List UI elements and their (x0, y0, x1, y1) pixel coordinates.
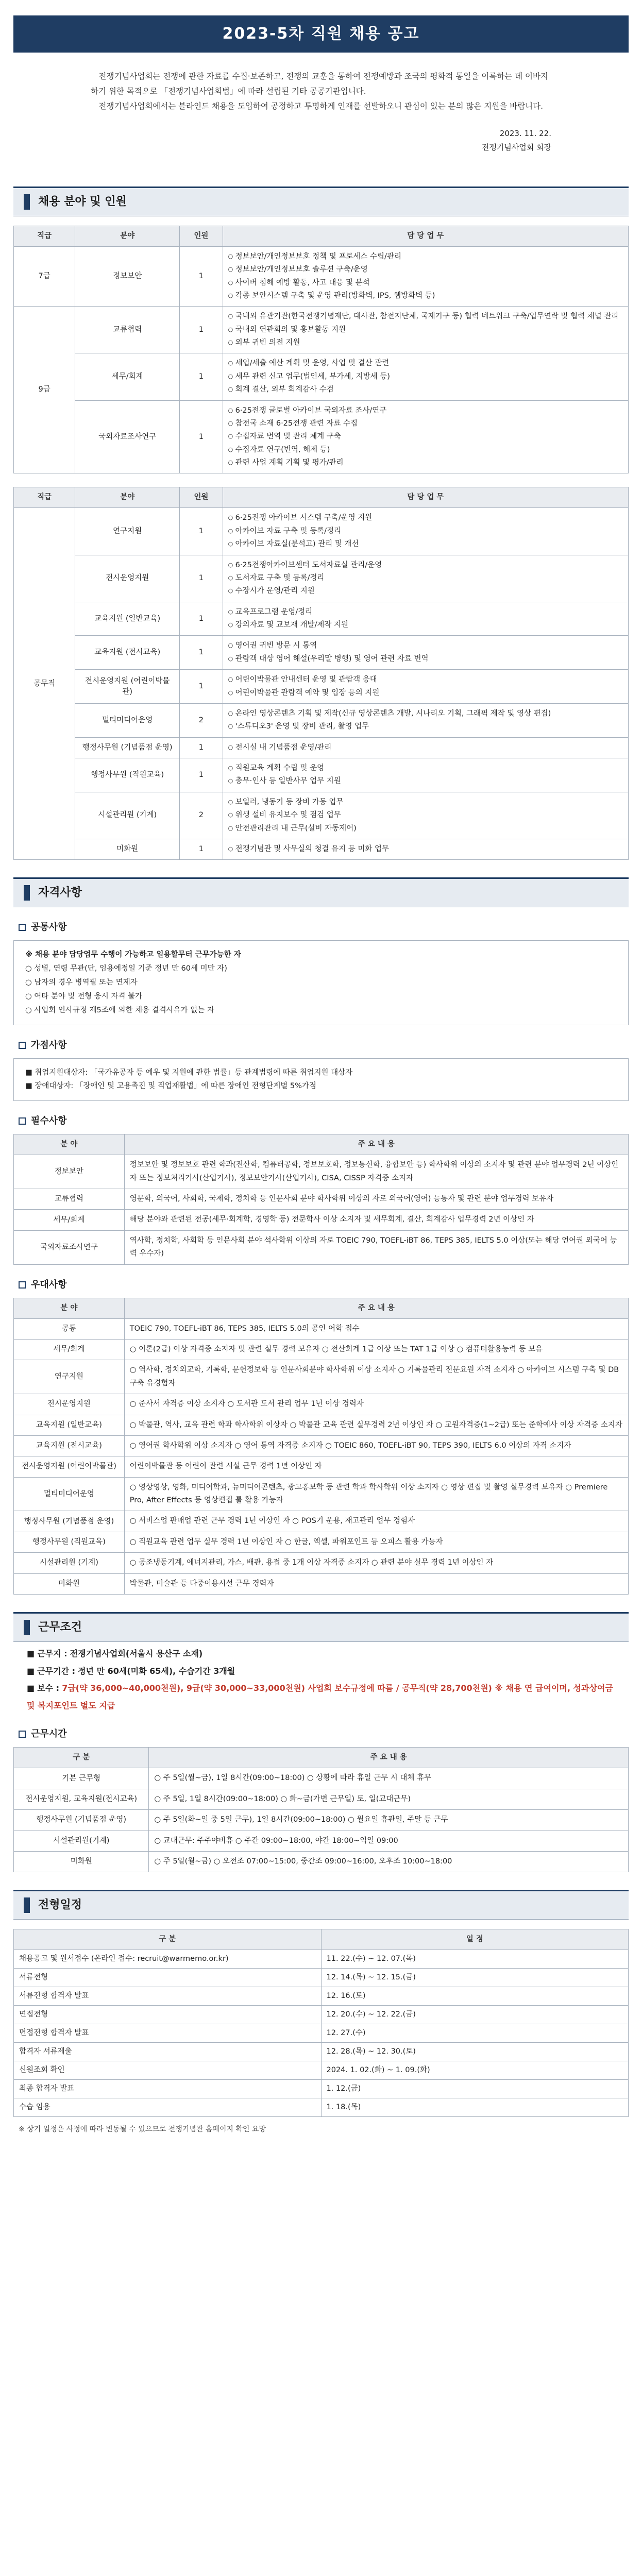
notice-line: ○ 사업회 인사규정 제5조에 의한 채용 결격사유가 없는 자 (25, 1006, 214, 1014)
duty-item: ○ 6·25전쟁 아카이브 시스템 구축/운영 지원 (228, 512, 623, 524)
cell-duty (223, 555, 628, 602)
table-row (14, 602, 629, 636)
cell-field: 미화원 (14, 1851, 149, 1872)
section-title: 전형일정 (38, 1899, 82, 1912)
cell-field: 교육지원 (일반교육) (75, 602, 180, 636)
duty-item: ○ 보일러, 냉동기 등 장비 가동 업무 (228, 796, 623, 809)
condition-text: 7급(약 36,000~40,000천원), 9급(약 30,000~33,000천원) 사업회 보수규정에 따름 / 공무직(약 28,700천원) ※ 채용 연 급여이며, 성과상여금 및 복지포인트 별도 지급 (27, 1683, 613, 1710)
duty-item: ○ 외부 귀빈 의전 지원 (228, 336, 623, 349)
duty-item: ○ 위생 설비 유지보수 및 점검 업무 (228, 809, 623, 822)
section-header (13, 1612, 629, 1642)
condition-label: 근무기간 : (37, 1666, 75, 1676)
table-row (14, 2024, 629, 2043)
table-row (14, 636, 629, 670)
col-header: 분야 (75, 487, 180, 508)
cell-count: 1 (180, 758, 223, 792)
cell-field: 교류협력 (14, 1189, 125, 1210)
preferred-table (13, 1298, 629, 1595)
cell-content: 영문학, 외국어, 사회학, 국제학, 정치학 등 인문사회 분야 학사학위 이상의 자로 외국어(영어) 능통자 및 관련 분야 업무경력 보유자 (124, 1189, 628, 1210)
col-header: 담 당 업 무 (223, 487, 628, 508)
cell-field: 행정사무원 (직원교육) (14, 1532, 125, 1552)
cell-field: 행정사무원 (직원교육) (75, 758, 180, 792)
condition-line: ■ 근무기간 : 정년 만 60세(미화 65세), 수습기간 3개월 (27, 1666, 235, 1676)
duty-item: ○ 수집자료 연구(번역, 해제 등) (228, 444, 623, 456)
section-header (13, 877, 629, 907)
table-row (14, 1969, 629, 1987)
table-row (14, 1532, 629, 1552)
col-header: 직급 (14, 487, 75, 508)
cell-count: 1 (180, 636, 223, 670)
table-row (14, 1831, 629, 1851)
cell-step: 합격자 서류제출 (14, 2043, 322, 2061)
cell-duty (223, 508, 628, 555)
subsection-header (19, 921, 629, 934)
duty-item: ○ 강의자료 및 교보재 개발/제작 지원 (228, 619, 623, 632)
duty-item: ○ 각종 보안시스템 구축 및 운영 관리(방화벽, IPS, 웹방화벽 등) (228, 290, 623, 302)
cell-step: 서류전형 (14, 1969, 322, 1987)
cell-step: 면접전형 (14, 2006, 322, 2024)
cell-content: ○ 영어권 학사학위 이상 소지자 ○ 영어 통역 자격증 소지자 ○ TOEIC 860, TOEFL-iBT 90, TEPS 390, IELTS 6.0 이상의 자격 소지자 (124, 1435, 628, 1456)
duty-item: ○ 전시실 내 기념품점 운영/관리 (228, 741, 623, 754)
cell-step: 신원조회 확인 (14, 2061, 322, 2080)
notice-line: ■ 장애대상자: 「장애인 및 고용촉진 및 직업재활법」에 따른 장애인 전형단계별 5%가점 (25, 1082, 316, 1091)
col-header: 주 요 내 용 (124, 1298, 628, 1318)
duty-item: ○ 회계 결산, 외부 회계감사 수검 (228, 383, 623, 396)
cell-count: 1 (180, 737, 223, 758)
table-row (14, 2080, 629, 2098)
duty-item: ○ 세무 관련 신고 업무(법인세, 부가세, 지방세 등) (228, 370, 623, 383)
subsection-header (19, 1039, 629, 1052)
cell-duty (223, 737, 628, 758)
cell-content: 역사학, 정치학, 사회학 등 인문사회 분야 석사학위 이상의 자로 TOEIC 790, TOEFL-iBT 86, TEPS 385, IELTS 5.0 이상(또는 해당 언어권 외국어 능력 우수자) (124, 1230, 628, 1264)
duty-item: ○ 국내외 연관회의 및 홍보활동 지원 (228, 324, 623, 336)
intro-text (13, 53, 629, 127)
col-header: 일 정 (321, 1929, 629, 1950)
cell-field: 연구지원 (14, 1360, 125, 1394)
table-row (14, 1851, 629, 1872)
condition-line: ■ 보수 : 7급(약 36,000~40,000천원), 9급(약 30,000~33,000천원) 사업회 보수규정에 따름 / 공무직(약 28,700천원) ※ 채용 연 급여이며, 성과상여금 및 복지포인트 별도 지급 (27, 1683, 613, 1710)
cell-count: 1 (180, 246, 223, 307)
cell-field: 교육지원 (전시교육) (14, 1435, 125, 1456)
table-row (14, 1511, 629, 1532)
cell-duty (223, 703, 628, 737)
table-row (14, 2006, 629, 2024)
notice-org: 전쟁기념사업회 회장 (481, 142, 551, 152)
duty-item: ○ 어린이박물관 관람객 예약 및 입장 등의 지원 (228, 687, 623, 700)
cell-duty (223, 758, 628, 792)
table-row (14, 1789, 629, 1809)
table-row (14, 2061, 629, 2080)
cell-field: 미화원 (14, 1573, 125, 1594)
duty-item: ○ 도서자료 구축 및 등록/정리 (228, 572, 623, 585)
cell-field: 세무/회계 (14, 1210, 125, 1230)
schedule-table (13, 1929, 629, 2117)
cell-field: 행정사무원 (기념품점 운영) (14, 1810, 149, 1831)
table-row (14, 246, 629, 307)
work-conditions (13, 1642, 629, 1714)
subsection-title: 근무시간 (31, 1728, 67, 1740)
duty-item: ○ 수집자료 번역 및 관리 체계 구축 (228, 430, 623, 443)
cell-content: ○ 서비스업 판매업 관련 근무 경력 1년 이상인 자 ○ POS기 운용, 재고관리 업무 경험자 (124, 1511, 628, 1532)
cell-step: 면접전형 합격자 발표 (14, 2024, 322, 2043)
page-title: 2023-5차 직원 채용 공고 (13, 15, 629, 53)
notice-line: ○ 여타 분야 및 전형 응시 자격 불가 (25, 992, 143, 1001)
cell-field: 연구지원 (75, 508, 180, 555)
required-table (13, 1134, 629, 1264)
cell-date: 12. 20.(수) ~ 12. 22.(금) (321, 2006, 629, 2024)
cell-duty (223, 307, 628, 353)
table-row (14, 1189, 629, 1210)
section-title: 근무조건 (38, 1620, 82, 1634)
duty-item: ○ 수장시가 운영/관리 지원 (228, 585, 623, 598)
duty-item: ○ 영어권 귀빈 방문 시 통역 (228, 639, 623, 652)
duty-item: ○ 안전관리관리 내 근무(설비 자동제어) (228, 822, 623, 835)
cell-content: ○ 준사서 자격증 이상 소지자 ○ 도서관 도서 관리 업무 1년 이상 경력자 (124, 1394, 628, 1415)
bonus-points (13, 1058, 629, 1101)
cell-date: 2024. 1. 02.(화) ~ 1. 09.(화) (321, 2061, 629, 2080)
checkbox-square-icon (19, 924, 26, 931)
checkbox-square-icon (19, 1042, 26, 1049)
subsection-header (19, 1114, 629, 1128)
notice-line: ○ 남자의 경우 병역필 또는 면제자 (25, 978, 138, 987)
checkbox-square-icon (19, 1117, 26, 1125)
col-header: 구 분 (14, 1929, 322, 1950)
cell-grade: 7급 (14, 246, 75, 307)
cell-date: 12. 28.(목) ~ 12. 30.(토) (321, 2043, 629, 2061)
duty-item: ○ 총무·인사 등 일반사무 업무 지원 (228, 775, 623, 788)
subsection-header (19, 1727, 629, 1741)
cell-field: 국외자료조사연구 (14, 1230, 125, 1264)
duty-item: ○ 6·25전쟁 글로벌 아카이브 국외자료 조사/연구 (228, 404, 623, 417)
cell-field: 교육지원 (전시교육) (75, 636, 180, 670)
table-row (14, 1318, 629, 1339)
cell-field: 세무/회계 (14, 1340, 125, 1360)
cell-count: 1 (180, 555, 223, 602)
cell-grade: 9급 (14, 307, 75, 473)
duty-item: ○ 정보보안/개인정보보호 정책 및 프로세스 수립/관리 (228, 250, 623, 263)
subsection-title: 필수사항 (31, 1115, 67, 1127)
cell-field: 교육지원 (일반교육) (14, 1415, 125, 1435)
table-row (14, 792, 629, 839)
duty-item: ○ 관람객 대상 영어 해설(우리말 병행) 및 영어 관련 자료 번역 (228, 653, 623, 666)
cell-date: 12. 14.(목) ~ 12. 15.(금) (321, 1969, 629, 1987)
cell-content: ○ 직원교육 관련 업무 실무 경력 1년 이상인 자 ○ 한글, 엑셀, 파워포인트 등 오피스 활용 가능자 (124, 1532, 628, 1552)
table-row (14, 839, 629, 859)
cell-content: ○ 공조냉동기계, 에너지관리, 가스, 배관, 용접 중 1개 이상 자격증 소지자 ○ 관련 분야 실무 경력 1년 이상인 자 (124, 1553, 628, 1573)
duty-item: ○ 정보보안/개인정보보호 솔루션 구축/운영 (228, 263, 623, 276)
cell-field: 전시운영지원 (75, 555, 180, 602)
cell-content: ○ 주 5일(월~금) ○ 오전조 07:00~15:00, 중간조 09:00~16:00, 오후조 10:00~18:00 (149, 1851, 629, 1872)
cell-field: 기본 근무형 (14, 1768, 149, 1789)
table-row (14, 353, 629, 400)
cell-duty (223, 353, 628, 400)
section-marker (24, 885, 30, 901)
duty-item: ○ 아카이브 자료 구축 및 등록/정리 (228, 525, 623, 538)
notice-date: 2023. 11. 22. (499, 128, 551, 138)
duty-item: ○ 온라인 영상콘텐츠 기획 및 제작(신규 영상콘텐츠 개발, 시나리오 기획, 그래픽 제작 및 영상 편집) (228, 707, 623, 720)
table-row (14, 1810, 629, 1831)
cell-field: 국외자료조사연구 (75, 400, 180, 473)
table-row (14, 1340, 629, 1360)
table-row (14, 670, 629, 704)
cell-duty (223, 839, 628, 859)
duty-item: ○ 어린이박물관 안내센터 운영 및 관람객 응대 (228, 673, 623, 686)
schedule-note: ※ 상기 일정은 사정에 따라 변동될 수 있으므로 전쟁기념관 홈페이지 확인 요망 (19, 2125, 266, 2134)
section-header (13, 187, 629, 216)
cell-field: 멀티미디어운영 (75, 703, 180, 737)
cell-count: 1 (180, 307, 223, 353)
duty-item: ○ 세입/세출 예산 계획 및 운영, 사업 및 결산 관련 (228, 357, 623, 370)
cell-date: 1. 18.(목) (321, 2098, 629, 2117)
cell-count: 1 (180, 670, 223, 704)
cell-date: 12. 27.(수) (321, 2024, 629, 2043)
cell-content: ○ 박물관, 역사, 교육 관련 학과 학사학위 이상자 ○ 박물관 교육 관련 실무경력 2년 이상인 자 ○ 교원자격증(1~2급) 또는 준학예사 이상 자격증 소지자 (124, 1415, 628, 1435)
duty-item: ○ 전쟁기념관 및 사무실의 청결 유지 등 미화 업무 (228, 843, 623, 856)
cell-step: 채용공고 및 원서접수 (온라인 접수: recruit@warmemo.or.kr) (14, 1950, 322, 1969)
duty-item: ○ 6·25전쟁아카이브센터 도서자료실 관리/운영 (228, 559, 623, 572)
cell-content: TOEIC 790, TOEFL-iBT 86, TEPS 385, IELTS 5.0의 공인 어학 점수 (124, 1318, 628, 1339)
table-row (14, 1987, 629, 2006)
checkbox-square-icon (19, 1281, 26, 1289)
intro-paragraph: 전쟁기념사업회는 전쟁에 관한 자료를 수집·보존하고, 전쟁의 교훈을 통하여 전쟁예방과 조국의 평화적 통일을 이룩하는 데 이바지하기 위한 목적으로 「전쟁기념사업회법」에 따라 설립된 기타 공공기관입니다. (91, 71, 548, 96)
table-row (14, 1210, 629, 1230)
col-header: 주 요 내 용 (124, 1134, 628, 1155)
notice-line: ■ 취업지원대상자: 「국가유공자 등 예우 및 지원에 관한 법률」등 관계법령에 따른 취업지원 대상자 (25, 1068, 353, 1077)
table-row (14, 1768, 629, 1789)
col-header: 분야 (75, 226, 180, 246)
duty-item: ○ 사이버 침해 예방 활동, 사고 대응 및 분석 (228, 277, 623, 290)
cell-count: 1 (180, 839, 223, 859)
col-header: 인원 (180, 226, 223, 246)
cell-field: 세무/회계 (75, 353, 180, 400)
checkbox-square-icon (19, 1731, 26, 1738)
cell-field: 공통 (14, 1318, 125, 1339)
table-row (14, 1230, 629, 1264)
cell-content: ○ 주 5일, 1일 8시간(09:00~18:00) ○ 화~금(가변 근무일) 토, 일(교대근무) (149, 1789, 629, 1809)
duty-item: ○ 관련 사업 계획 기획 및 평가/관리 (228, 456, 623, 469)
cell-content: ○ 주 5일(화~일 중 5일 근무), 1일 8시간(09:00~18:00) ○ 월요일 휴관일, 주말 등 근무 (149, 1810, 629, 1831)
cell-duty (223, 602, 628, 636)
table-row (14, 737, 629, 758)
cell-field: 정보보안 (14, 1155, 125, 1189)
cell-count: 1 (180, 602, 223, 636)
cell-count: 1 (180, 353, 223, 400)
condition-text: 정년 만 60세(미화 65세), 수습기간 3개월 (78, 1666, 235, 1676)
table-row (14, 1415, 629, 1435)
cell-date: 12. 16.(토) (321, 1987, 629, 2006)
table-row (14, 2043, 629, 2061)
cell-content: 박물관, 미술관 등 다중이용시설 근무 경력자 (124, 1573, 628, 1594)
duty-item: ○ 국내외 유관기관(한국전쟁기념재단, 대사관, 참전지단체, 국제기구 등) 협력 네트워크 구축/업무연락 및 협력 채널 관리 (228, 310, 623, 323)
cell-duty (223, 246, 628, 307)
section-marker (24, 194, 30, 210)
cell-field: 미화원 (75, 839, 180, 859)
table-row (14, 1950, 629, 1969)
table-row (14, 2098, 629, 2117)
table-row (14, 1360, 629, 1394)
table-row (14, 508, 629, 555)
subsection-header (19, 1278, 629, 1292)
table-row (14, 1573, 629, 1594)
table-row (14, 1456, 629, 1477)
table-row (14, 758, 629, 792)
cell-grade: 공무직 (14, 508, 75, 860)
col-header: 주 요 내 용 (149, 1748, 629, 1768)
cell-content: ○ 교대근무: 주주야비휴 ○ 주간 09:00~18:00, 야간 18:00~익일 09:00 (149, 1831, 629, 1851)
cell-step: 최종 합격자 발표 (14, 2080, 322, 2098)
cell-content: 정보보안 및 정보보호 관련 학과(전산학, 컴퓨터공학, 정보보호학, 정보통신학, 융합보안 등) 학사학위 이상의 소지자 및 관련 분야 업무경력 2년 이상인 자 또는 정보처리기사(산업기사), 정보보안기사(산업기사), CISA, CISSP 자격증 소지자 (124, 1155, 628, 1189)
positions-table-public (13, 487, 629, 860)
cell-step: 수습 임용 (14, 2098, 322, 2117)
cell-field: 전시운영지원, 교육지원(전시교육) (14, 1789, 149, 1809)
condition-text: 전쟁기념사업회(서울시 용산구 소재) (70, 1648, 203, 1658)
signature-block (13, 127, 629, 169)
col-header: 분 야 (14, 1298, 125, 1318)
duty-item: ○ 참전국 소재 6·25전쟁 관련 자료 수집 (228, 417, 623, 430)
cell-step: 서류전형 합격자 발표 (14, 1987, 322, 2006)
cell-count: 2 (180, 792, 223, 839)
cell-field: 멀티미디어운영 (14, 1477, 125, 1511)
table-row (14, 307, 629, 353)
subsection-title: 우대사항 (31, 1279, 67, 1290)
work-hours-table (13, 1747, 629, 1872)
cell-duty (223, 400, 628, 473)
section-header (13, 1890, 629, 1920)
cell-field: 전시운영지원 (14, 1394, 125, 1415)
notice-line: ※ 채용 분야 담당업무 수행이 가능하고 일용할무터 근무가능한 자 (25, 951, 241, 959)
condition-label: 보수 : (37, 1683, 60, 1693)
cell-content: ○ 역사학, 정치외교학, 기록학, 문헌정보학 등 인문사회분야 학사학위 이상 소지자 ○ 기록물관리 전문요원 자격 소지자 ○ 아카이브 시스템 구축 및 DB 구축 유경험자 (124, 1360, 628, 1394)
cell-duty (223, 636, 628, 670)
section-title: 자격사항 (38, 886, 82, 900)
col-header: 직급 (14, 226, 75, 246)
intro-paragraph: 전쟁기념사업회에서는 블라인드 채용을 도입하여 공정하고 투명하게 인재를 선발하오니 관심이 있는 분의 많은 지원을 바랍니다. (98, 101, 544, 111)
col-header: 담 당 업 무 (223, 226, 628, 246)
notice-line: ○ 성별, 연령 무관(단, 임용예정일 기준 정년 만 60세 미만 자) (25, 964, 227, 973)
duty-item: ○ '스튜디오3' 운영 및 장비 관리, 촬영 업무 (228, 720, 623, 733)
section-title: 채용 분야 및 인원 (38, 195, 127, 208)
cell-duty (223, 792, 628, 839)
subsection-title: 공통사항 (31, 922, 67, 933)
cell-content: ○ 영상영상, 영화, 미디어학과, 뉴미디어콘텐츠, 광고홍보학 등 관련 학과 학사학위 이상 소지자 ○ 영상 편집 및 촬영 실무경력 보유자 ○ Premiere Pro, After Effects 등 영상편집 툴 활용 가능자 (124, 1477, 628, 1511)
common-qualifications (13, 940, 629, 1025)
cell-field: 전시운영지원 (어린이박물관) (14, 1456, 125, 1477)
duty-item: ○ 아카이브 자료실(분석고) 관리 및 개선 (228, 538, 623, 551)
table-row (14, 703, 629, 737)
cell-content: ○ 이론(2급) 이상 자격증 소지자 및 관련 실무 경력 보유자 ○ 전산회계 1급 이상 또는 TAT 1급 이상 ○ 컴퓨터활용능력 등 보유 (124, 1340, 628, 1360)
condition-line: ■ 근무지 : 전쟁기념사업회(서울시 용산구 소재) (27, 1648, 203, 1658)
duty-item: ○ 직원교육 계획 수립 및 운영 (228, 762, 623, 775)
table-row (14, 1155, 629, 1189)
cell-content: 해당 분야와 관련된 전공(세무·회계학, 경영학 등) 전문학사 이상 소지자 및 세무회계, 결산, 회계감사 업무경력 2년 이상인 자 (124, 1210, 628, 1230)
col-header: 구 분 (14, 1748, 149, 1768)
cell-date: 1. 12.(금) (321, 2080, 629, 2098)
condition-label: 근무지 : (37, 1648, 67, 1658)
subsection-title: 가점사항 (31, 1039, 67, 1050)
section-marker (24, 1897, 30, 1913)
table-row (14, 1553, 629, 1573)
positions-table-main (13, 226, 629, 474)
cell-count: 1 (180, 400, 223, 473)
cell-field: 행정사무원 (기념품점 운영) (14, 1511, 125, 1532)
cell-date: 11. 22.(수) ~ 12. 07.(목) (321, 1950, 629, 1969)
table-row (14, 1477, 629, 1511)
table-row (14, 555, 629, 602)
table-row (14, 1394, 629, 1415)
cell-field: 시설관리원 (기계) (14, 1553, 125, 1573)
cell-field: 행정사무원 (기념품점 운영) (75, 737, 180, 758)
col-header: 분 야 (14, 1134, 125, 1155)
table-row (14, 400, 629, 473)
section-marker (24, 1620, 30, 1635)
cell-field: 정보보안 (75, 246, 180, 307)
cell-content: ○ 주 5일(월~금), 1일 8시간(09:00~18:00) ○ 상황에 따라 휴일 근무 시 대체 휴무 (149, 1768, 629, 1789)
duty-item: ○ 교육프로그램 운영/정리 (228, 606, 623, 619)
cell-field: 시설관리원(기계) (14, 1831, 149, 1851)
col-header: 인원 (180, 487, 223, 508)
cell-count: 2 (180, 703, 223, 737)
cell-count: 1 (180, 508, 223, 555)
cell-field: 교류협력 (75, 307, 180, 353)
cell-duty (223, 670, 628, 704)
cell-field: 시설관리원 (기계) (75, 792, 180, 839)
cell-content: 어린이박물관 등 어린이 관련 시설 근무 경력 1년 이상인 자 (124, 1456, 628, 1477)
cell-field: 전시운영지원 (어린이박물관) (75, 670, 180, 704)
table-row (14, 1435, 629, 1456)
